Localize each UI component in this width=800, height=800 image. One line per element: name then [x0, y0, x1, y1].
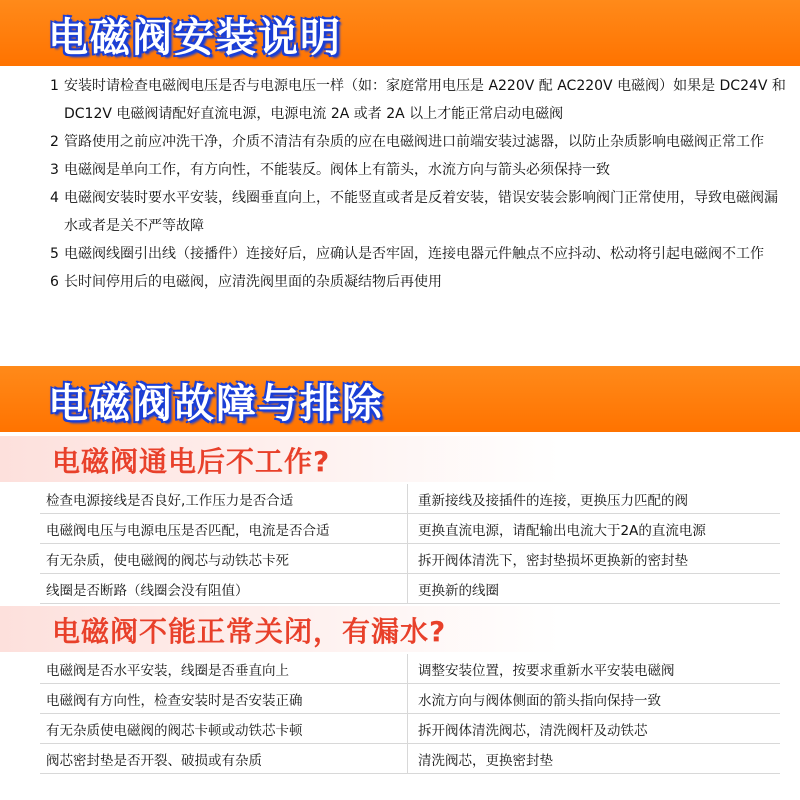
instruction-number: 6 [50, 274, 59, 290]
instruction-item [50, 128, 790, 156]
table-row [40, 574, 780, 604]
fix-cell: 调整安装位置，按要求重新水平安装电磁阀 [408, 654, 781, 684]
group2-heading: 电磁阀不能正常关闭，有漏水? [52, 615, 447, 648]
fault-title: 电磁阀故障与排除 [48, 381, 384, 427]
instruction-item [50, 240, 790, 268]
fault-banner [0, 366, 800, 432]
table-row [40, 544, 780, 574]
fix-cell: 更换直流电源，请配输出电流大于2A的直流电源 [408, 514, 781, 544]
instruction-number: 3 [50, 162, 59, 178]
install-banner [0, 0, 800, 66]
instruction-text: 长时间停用后的电磁阀，应清洗阀里面的杂质凝结物后再使用 [64, 274, 442, 290]
fix-cell: 更换新的线圈 [408, 574, 781, 604]
group2-table [40, 654, 780, 774]
instruction-number: 1 [50, 78, 59, 94]
instruction-number: 2 [50, 134, 59, 150]
instruction-item [50, 268, 790, 296]
instruction-text: 电磁阀线圈引出线（接播件）连接好后，应确认是否牢固，连接电器元件触点不应抖动、松动将引起电磁阀不工作 [64, 246, 764, 262]
cause-cell: 有无杂质，使电磁阀的阀芯与动铁芯卡死 [40, 544, 408, 574]
instruction-text: 安装时请检查电磁阀电压是否与电源电压一样（如：家庭常用电压是 A220V 配 AC220V 电磁阀）如果是 DC24V 和 DC12V 电磁阀请配好直流电源，电源电流 2A 或者 2A 以上才能正常启动电磁阀 [64, 78, 786, 122]
cause-cell: 电磁阀是否水平安装，线圈是否垂直向上 [40, 654, 408, 684]
cause-cell: 阀芯密封垫是否开裂、破损或有杂质 [40, 744, 408, 774]
instruction-text: 电磁阀安装时要水平安装，线圈垂直向上，不能竖直或者是反着安装，错误安装会影响阀门正常使用，导致电磁阀漏水或者是关不严等故障 [64, 190, 778, 234]
instruction-item [50, 184, 790, 240]
instruction-item [50, 156, 790, 184]
instruction-number: 5 [50, 246, 59, 262]
group1-heading: 电磁阀通电后不工作? [52, 445, 331, 478]
fix-cell: 重新接线及接插件的连接，更换压力匹配的阀 [408, 484, 781, 514]
table-row [40, 484, 780, 514]
install-instructions [50, 72, 790, 296]
instruction-item [50, 72, 790, 128]
fix-cell: 拆开阀体清洗下，密封垫损坏更换新的密封垫 [408, 544, 781, 574]
table-row [40, 514, 780, 544]
instruction-text: 电磁阀是单向工作，有方向性，不能装反。阀体上有箭头，水流方向与箭头必须保持一致 [64, 162, 610, 178]
cause-cell: 有无杂质使电磁阀的阀芯卡顿或动铁芯卡顿 [40, 714, 408, 744]
cause-cell: 线圈是否断路（线圈会没有阻值） [40, 574, 408, 604]
group1-table [40, 484, 780, 604]
table-row [40, 714, 780, 744]
cause-cell: 检查电源接线是否良好,工作压力是否合适 [40, 484, 408, 514]
instruction-text: 管路使用之前应冲洗干净，介质不清洁有杂质的应在电磁阀进口前端安装过滤器，以防止杂质影响电磁阀正常工作 [64, 134, 764, 150]
install-title: 电磁阀安装说明 [48, 15, 342, 61]
fix-cell: 清洗阀芯，更换密封垫 [408, 744, 781, 774]
cause-cell: 电磁阀有方向性，检查安装时是否安装正确 [40, 684, 408, 714]
cause-cell: 电磁阀电压与电源电压是否匹配，电流是否合适 [40, 514, 408, 544]
fix-cell: 拆开阀体清洗阀芯，清洗阀杆及动铁芯 [408, 714, 781, 744]
table-row [40, 744, 780, 774]
table-row [40, 654, 780, 684]
fix-cell: 水流方向与阀体侧面的箭头指向保持一致 [408, 684, 781, 714]
instruction-number: 4 [50, 190, 59, 206]
table-row [40, 684, 780, 714]
